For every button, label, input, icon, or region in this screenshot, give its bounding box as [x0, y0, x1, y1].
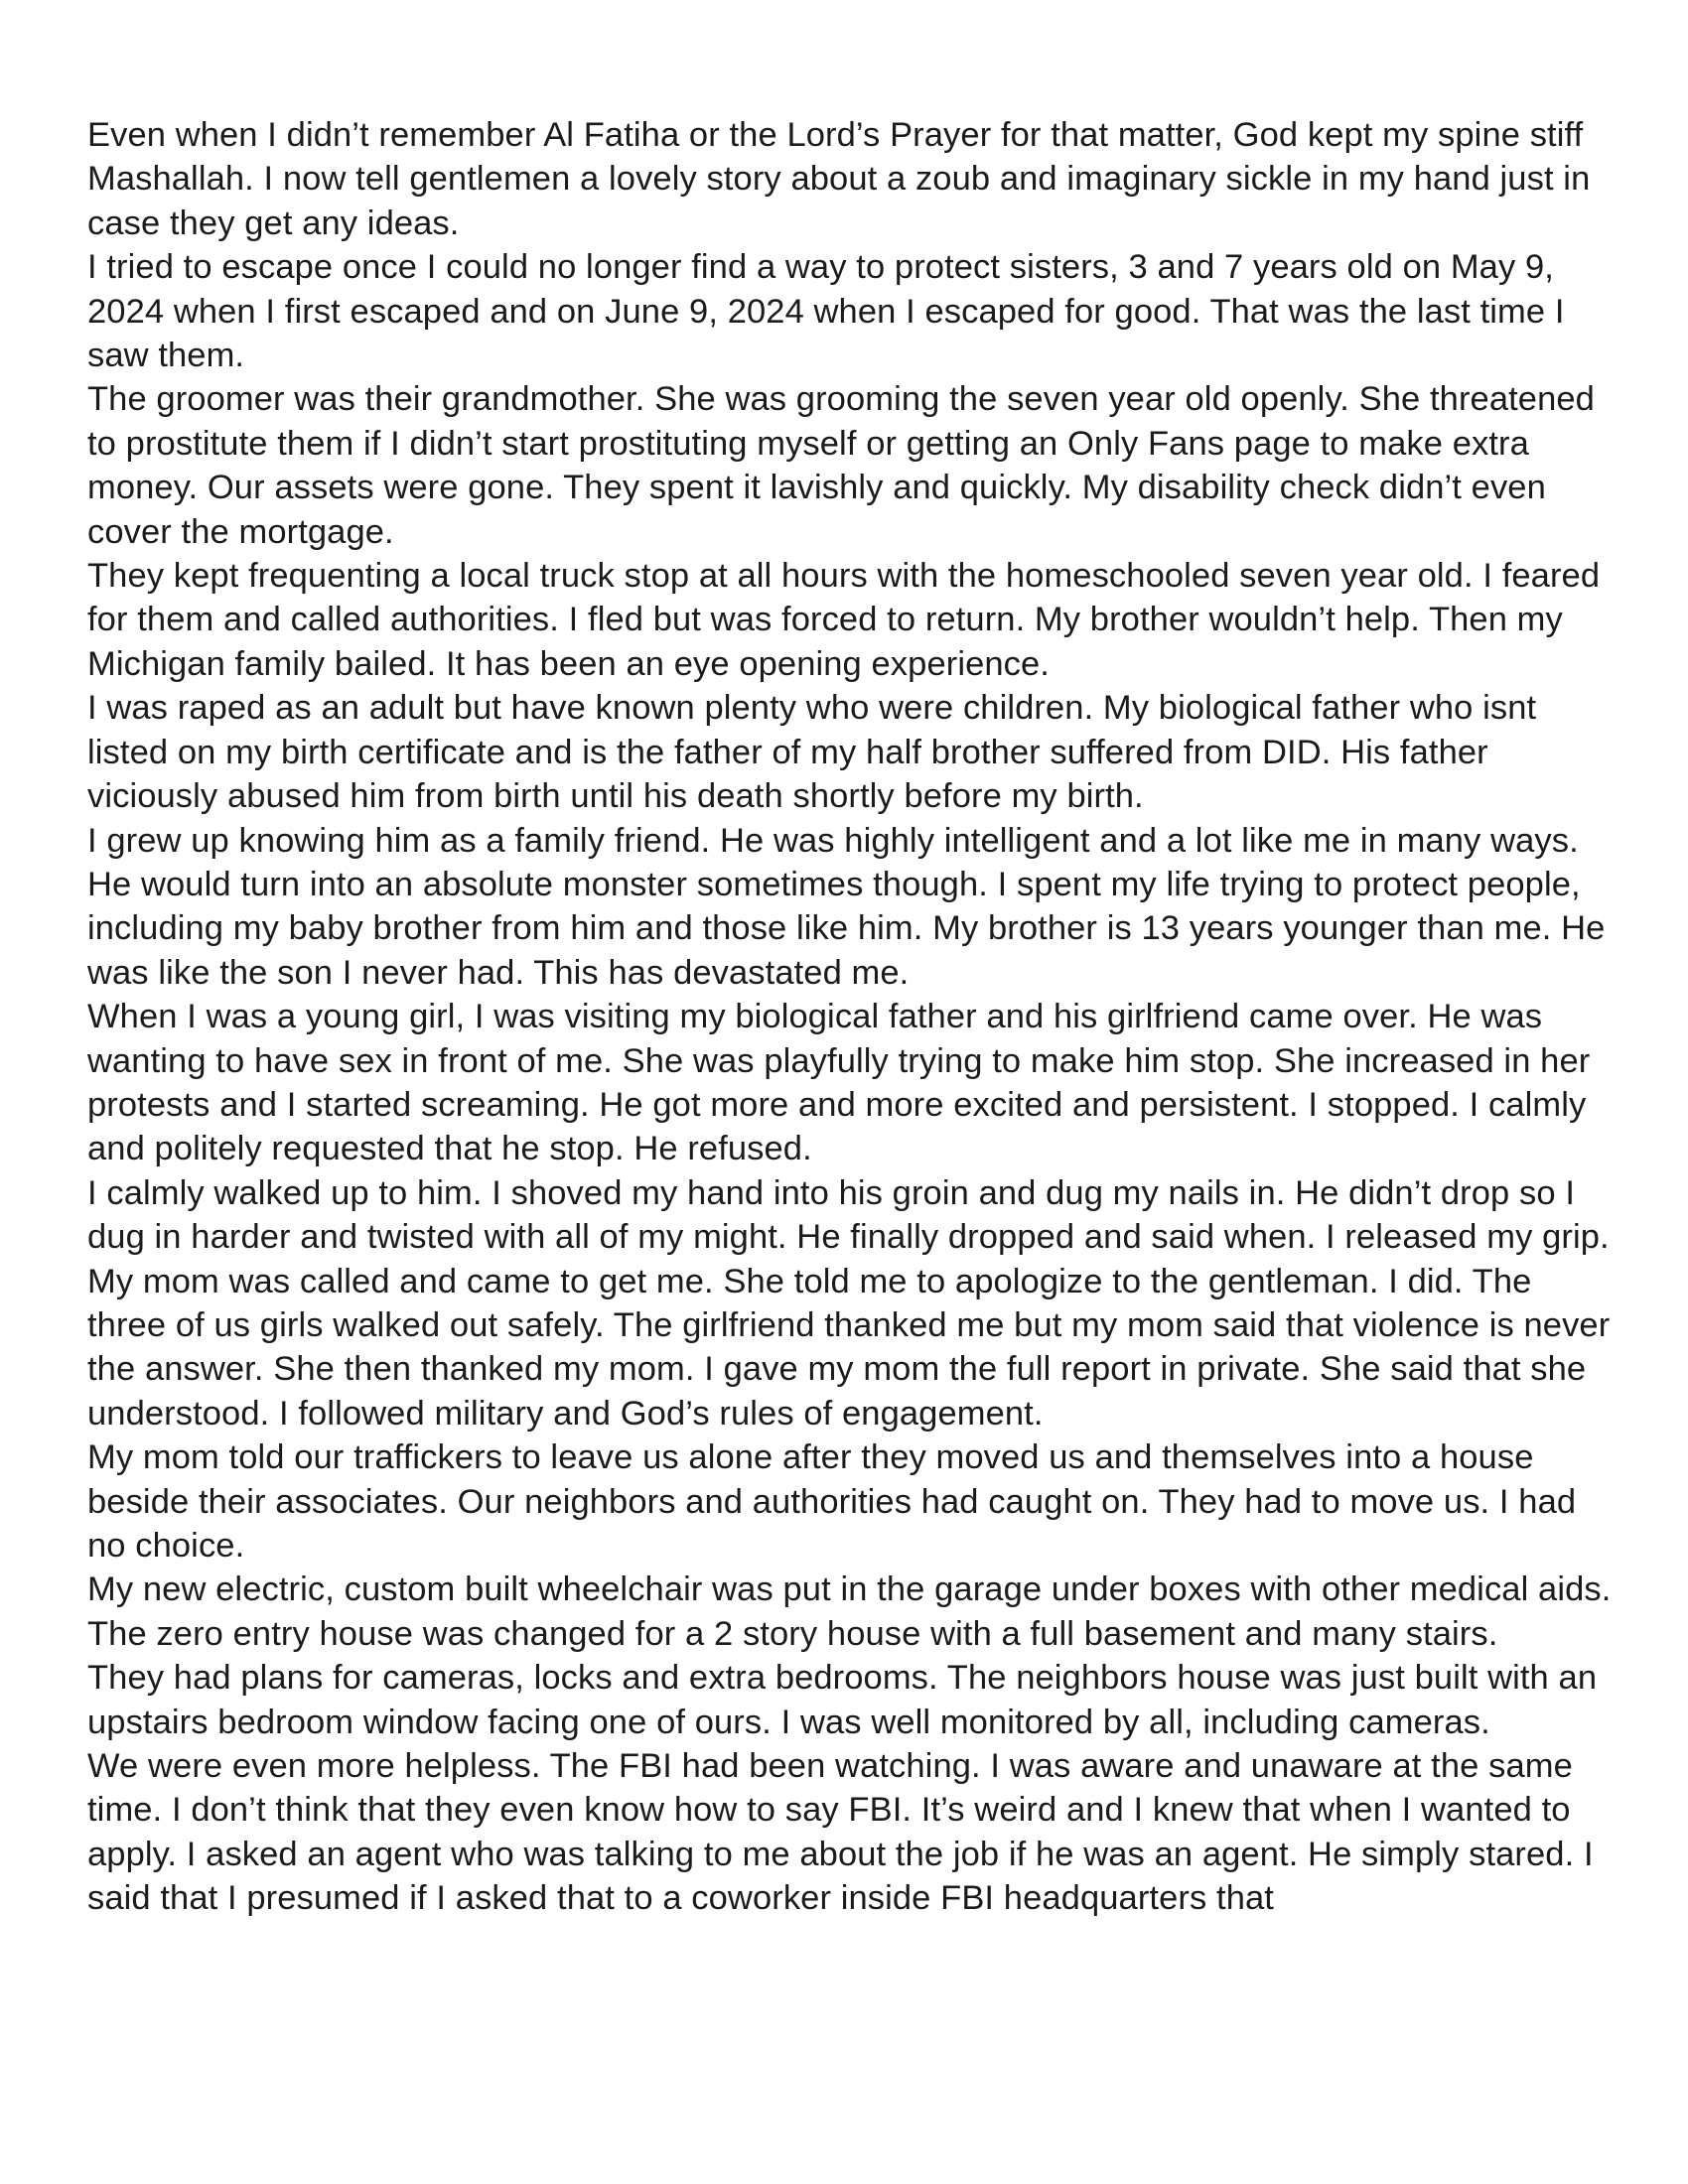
paragraph: They kept frequenting a local truck stop at all hours with the homeschooled seven year old. I feared for them and called authorities. I fled but was forced to return. My brother wouldn’t help. Then my Michigan family bailed. It has been an eye opening experience.	[87, 557, 1601, 683]
paragraph: I grew up knowing him as a family friend. He was highly intelligent and a lot like me in many ways. He would turn into an absolute monster sometimes though. I spent my life trying to protect people, including my baby brother from him and those like him. My brother is 13 years younger than me. He was like the son I never had. This has devastated me.	[87, 821, 1606, 992]
paragraph: We were even more helpless. The FBI had been watching. I was aware and unaware at the same time. I don’t think that they even know how to say FBI. It’s weird and I knew that when I wanted to apply. I asked an agent who was talking to me about the job if he was an agent. He simply stared. I said that I presumed if I asked that to a coworker inside FBI headquarters that	[87, 1747, 1594, 1918]
paragraph: I calmly walked up to him. I shoved my hand into his groin and dug my nails in. He didn’t drop so I dug in harder and twisted with all of my might. He finally dropped and said when. I released my grip.	[87, 1173, 1610, 1257]
paragraph: My mom was called and came to get me. She told me to apologize to the gentleman. I did. The three of us girls walked out safely. The girlfriend thanked me but my mom said that violence is never the answer. She then thanked my mom. I gave my mom the full report in private. She said that she understood. I followed military and God’s rules of engagement.	[87, 1262, 1611, 1433]
document-body	[87, 113, 1617, 1921]
paragraph: I was raped as an adult but have known plenty who were children. My biological father who isnt listed on my birth certificate and is the father of my half brother suffered from DID. His father viciously abused him from birth until his death shortly before my birth.	[87, 689, 1537, 816]
paragraph: Even when I didn’t remember Al Fatiha or the Lord’s Prayer for that matter, God kept my spine stiff Mashallah. I now tell gentlemen a lovely story about a zoub and imaginary sickle in my hand just in case they get any ideas.	[87, 116, 1591, 242]
paragraph: When I was a young girl, I was visiting my biological father and his girlfriend came over. He was wanting to have sex in front of me. She was playfully trying to make him stop. She increased in her protests and I started screaming. He got more and more excited and persistent. I stopped. I calmly and politely requested that he stop. He refused.	[87, 998, 1591, 1168]
paragraph: The groomer was their grandmother. She was grooming the seven year old openly. She threatened to prostitute them if I didn’t start prostituting myself or getting an Only Fans page to make extra money. Our assets were gone. They spent it lavishly and quickly. My disability check didn’t even cover the mortgage.	[87, 380, 1595, 551]
paragraph: My new electric, custom built wheelchair was put in the garage under boxes with other medical aids. The zero entry house was changed for a 2 story house with a full basement and many stairs.	[87, 1570, 1612, 1653]
paragraph: They had plans for cameras, locks and extra bedrooms. The neighbors house was just built with an upstairs bedroom window facing one of ours. I was well monitored by all, including cameras.	[87, 1659, 1598, 1741]
paragraph: I tried to escape once I could no longer find a way to protect sisters, 3 and 7 years old on May 9, 2024 when I first escaped and on June 9, 2024 when I escaped for good. That was the last time I saw them.	[87, 248, 1565, 375]
paragraph: My mom told our traffickers to leave us alone after they moved us and themselves into a house beside their associates. Our neighbors and authorities had caught on. They had to move us. I had no choice.	[87, 1438, 1577, 1565]
